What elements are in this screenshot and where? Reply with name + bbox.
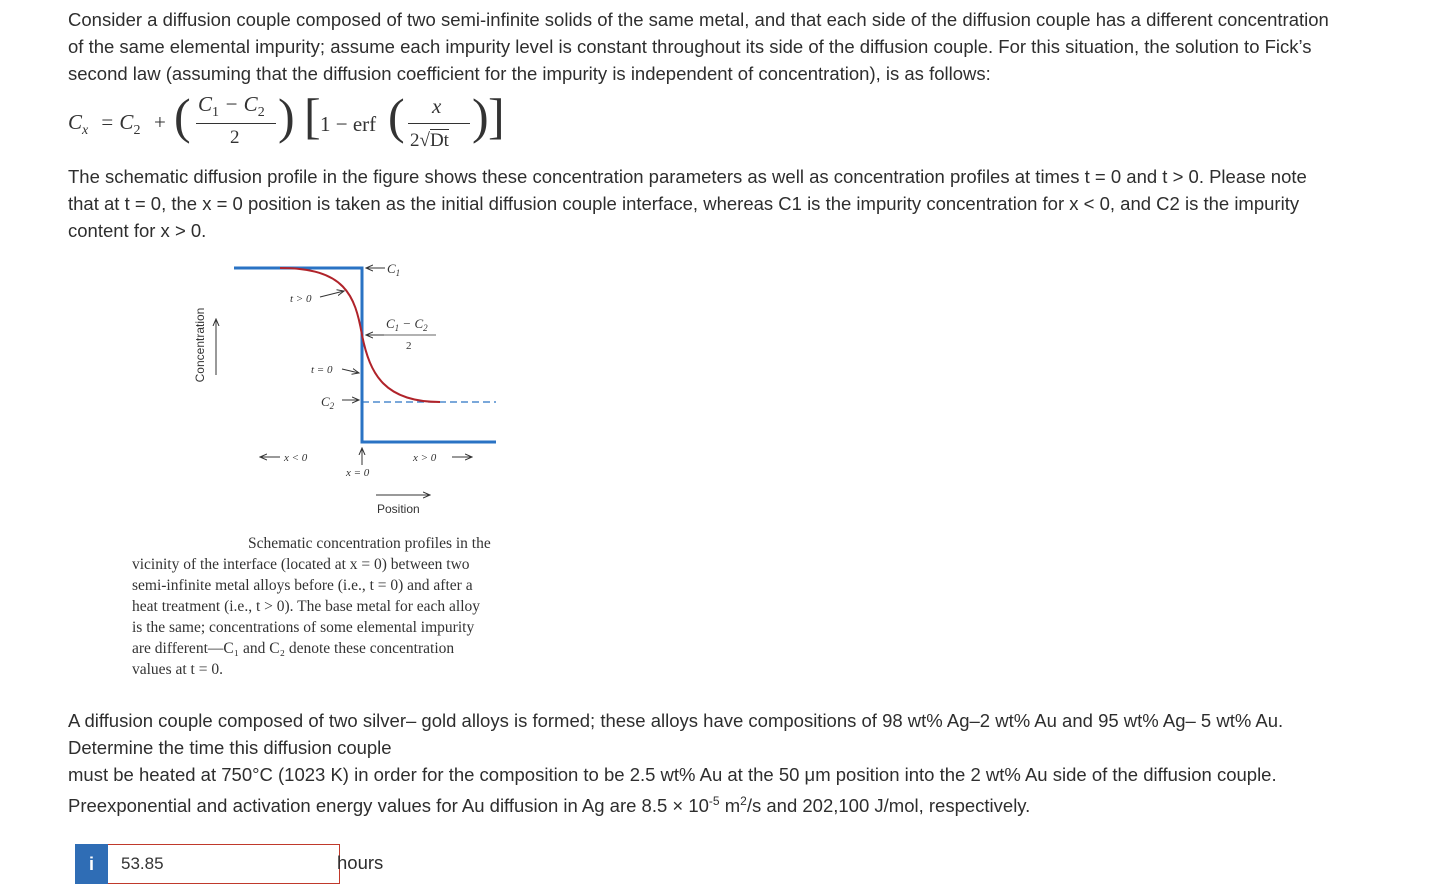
t-gt-0-label: t > 0 <box>290 293 312 305</box>
diffusion-profile-figure <box>180 245 520 525</box>
problem-line: Determine the time this diffusion couple <box>68 737 392 758</box>
eq-one-minus-erf: 1 − erf <box>320 112 377 136</box>
left-bracket: [ <box>304 88 321 144</box>
eq-numerator: $C_1 - C_2$ <box>198 92 265 121</box>
caption-line: are different—C₁ and C₂ denote these concentration <box>132 640 455 657</box>
problem-line: Preexponential and activation energy values for Au diffusion in Ag are $8.5 \times 10^{-5}$ $m^2/s$ and 202,100 J/mol, respectively. <box>68 794 1031 817</box>
explain-line: content for x > 0. <box>68 220 207 241</box>
intro-line: of the same elemental impurity; assume each impurity level is constant throughout its side of the diffusion couple. For this situation, the solution to Fick’s <box>68 36 1312 57</box>
right-paren: ) <box>278 88 295 144</box>
eq-plus: + <box>154 110 166 134</box>
explain-line: The schematic diffusion profile in the figure shows these concentration parameters as well as concentration profiles at times t = 0 and t > 0. Please note <box>68 166 1307 187</box>
c1-label: $C_1$ <box>387 261 401 278</box>
x-lt-0-label: x < 0 <box>284 452 308 464</box>
problem-line: must be heated at 750°C (1023 K) in order for the composition to be 2.5 wt% Au at the 50 μm position into the 2 wt% Au side of the diffusion couple. <box>68 764 1277 785</box>
explain-paragraph <box>68 163 1408 244</box>
info-icon[interactable]: i <box>75 844 108 884</box>
left-paren: ( <box>174 88 191 144</box>
fraction-bar <box>196 123 276 124</box>
erf-left-paren: ( <box>388 88 405 144</box>
caption-line: semi-infinite metal alloys before (i.e., t = 0) and after a <box>132 577 473 594</box>
erf-right-paren: ) <box>472 88 489 144</box>
unit-label: hours <box>337 852 384 873</box>
t-eq-0-arrow <box>342 369 359 373</box>
eq-c2: = $C_2$ <box>100 110 141 139</box>
midpoint-numerator: $C_1 - C_2$ <box>386 316 428 333</box>
caption-line: Schematic concentration profiles in the <box>248 535 491 552</box>
t-eq-0-label: t = 0 <box>311 364 333 376</box>
y-axis-label: Concentration <box>193 307 207 383</box>
caption-line: values at t = 0. <box>132 661 223 678</box>
t-gt-0-arrow <box>320 291 344 297</box>
intro-line: second law (assuming that the diffusion coefficient for the impurity is independent of concentration), is as follows: <box>68 63 991 84</box>
c2-label: $C_2$ <box>321 394 335 411</box>
intro-line: Consider a diffusion couple composed of two semi-infinite solids of the same metal, and that each side of the diffusion couple has a different concentration <box>68 9 1329 30</box>
answer-input[interactable] <box>108 844 340 884</box>
caption-line: heat treatment (i.e., t > 0). The base metal for each alloy <box>132 598 481 615</box>
x-eq-0-label: x = 0 <box>346 467 370 479</box>
x-gt-0-label: x > 0 <box>413 452 437 464</box>
eq-denominator: 2 <box>230 127 240 148</box>
eq-erf-denominator: 2√Dt <box>410 130 449 151</box>
caption-line: is the same; concentrations of some elemental impurity <box>132 619 475 636</box>
eq-lhs: $C_x$ <box>68 110 89 139</box>
problem-paragraph <box>68 707 1408 819</box>
explain-line: that at t = 0, the x = 0 position is taken as the initial diffusion couple interface, whereas C1 is the impurity concentration for x < 0, and C2 is the impurity <box>68 193 1300 214</box>
erf-fraction-bar <box>408 123 470 124</box>
step-profile-t0 <box>234 268 496 442</box>
caption-line: vicinity of the interface (located at x = 0) between two <box>132 556 470 573</box>
figure-caption <box>132 533 572 680</box>
intro-paragraph <box>68 6 1408 87</box>
eq-x: x <box>432 94 442 118</box>
fick-solution-equation <box>68 90 528 162</box>
right-bracket: ] <box>488 88 505 144</box>
problem-line: A diffusion couple composed of two silver– gold alloys is formed; these alloys have compositions of 98 wt% Ag–2 wt% Au and 95 wt% Ag– 5 wt% Au. <box>68 710 1284 731</box>
position-label: Position <box>377 502 420 516</box>
midpoint-denominator: 2 <box>406 340 412 352</box>
